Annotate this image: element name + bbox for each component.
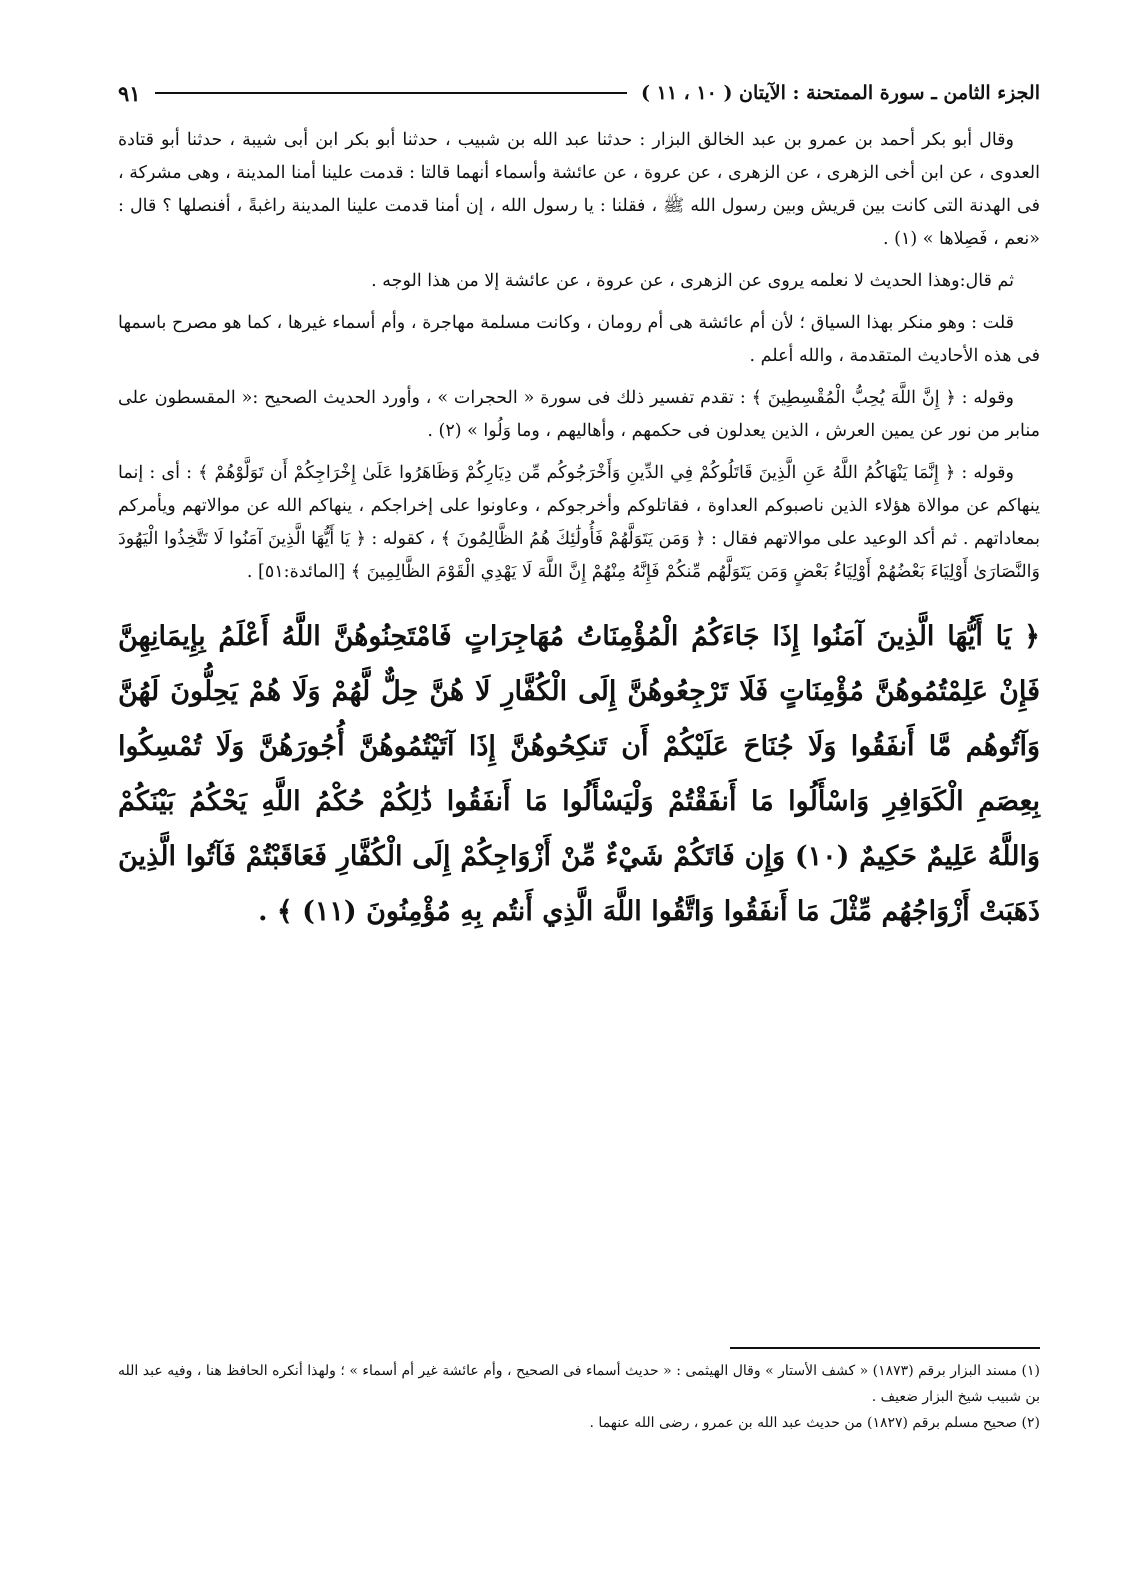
page-number: ٩١ — [118, 80, 141, 106]
page-header — [118, 78, 1040, 108]
footnotes — [118, 1358, 1040, 1436]
paragraph: قلت : وهو منكر بهذا السياق ؛ لأن أم عائشة هى أم رومان ، وكانت مسلمة مهاجرة ، وأم أسماء غيرها ، كما هو مصرح باسمها فى هذه الأحاديث المتقدمة ، والله أعلم . — [118, 313, 1040, 366]
header-rule — [155, 92, 627, 94]
footnote: (٢) صحيح مسلم برقم (١٨٢٧) من حديث عبد الله بن عمرو ، رضى الله عنهما . — [589, 1415, 1040, 1431]
footnote: (١) مسند البزار برقم (١٨٧٣) « كشف الأستار » وقال الهيثمى : « حديث أسماء فى الصحيح ، وأم عائشة غير أم أسماء » ؛ ولهذا أنكره الحافظ هنا ، وفيه عبد الله بن شبيب شيخ البزار ضعيف . — [118, 1363, 1040, 1405]
page-body — [118, 124, 1040, 939]
paragraph: وقوله : ﴿ إِنَّمَا يَنْهَاكُمُ اللَّهُ عَنِ الَّذِينَ قَاتَلُوكُمْ فِي الدِّينِ وَأَخْرَجُوكُم مِّن دِيَارِكُمْ وَظَاهَرُوا عَلَىٰ إِخْرَاجِكُمْ أَن تَوَلَّوْهُمْ ﴾ : أى : إنما ينهاكم عن موالاة هؤلاء الذين ناصبوكم العداوة ، فقاتلوكم وأخرجوكم ، وعاونوا على إخراجكم ، ينهاكم الله عن موالاتهم ويأمركم بمعاداتهم . ثم أكد الوعيد على موالاتهم فقال : ﴿ وَمَن يَتَوَلَّهُمْ فَأُولَٰئِكَ هُمُ الظَّالِمُونَ ﴾ ، كقوله : ﴿ يَا أَيُّهَا الَّذِينَ آمَنُوا لَا تَتَّخِذُوا الْيَهُودَ وَالنَّصَارَىٰ أَوْلِيَاءَ بَعْضُهُمْ أَوْلِيَاءُ بَعْضٍ وَمَن يَتَوَلَّهُم مِّنكُمْ فَإِنَّهُ مِنْهُمْ إِنَّ اللَّهَ لَا يَهْدِي الْقَوْمَ الظَّالِمِينَ ﴾ [المائدة:٥١] . — [118, 463, 1040, 582]
running-title: الجزء الثامن ـ سورة الممتحنة : الآيتان ( ١٠ ، ١١ ) — [641, 82, 1040, 104]
quran-verse: ﴿ يَا أَيُّهَا الَّذِينَ آمَنُوا إِذَا جَاءَكُمُ الْمُؤْمِنَاتُ مُهَاجِرَاتٍ فَامْتَحِنُوهُنَّ اللَّهُ أَعْلَمُ بِإِيمَانِهِنَّ فَإِنْ عَلِمْتُمُوهُنَّ مُؤْمِنَاتٍ فَلَا تَرْجِعُوهُنَّ إِلَى الْكُفَّارِ لَا هُنَّ حِلٌّ لَّهُمْ وَلَا هُمْ يَحِلُّونَ لَهُنَّ وَآتُوهُم مَّا أَنفَقُوا وَلَا جُنَاحَ عَلَيْكُمْ أَن تَنكِحُوهُنَّ إِذَا آتَيْتُمُوهُنَّ أُجُورَهُنَّ وَلَا تُمْسِكُوا بِعِصَمِ الْكَوَافِرِ وَاسْأَلُوا مَا أَنفَقْتُمْ وَلْيَسْأَلُوا مَا أَنفَقُوا ذَٰلِكُمْ حُكْمُ اللَّهِ يَحْكُمُ بَيْنَكُمْ وَاللَّهُ عَلِيمٌ حَكِيمٌ (١٠) وَإِن فَاتَكُمْ شَيْءٌ مِّنْ أَزْوَاجِكُمْ إِلَى الْكُفَّارِ فَعَاقَبْتُمْ فَآتُوا الَّذِينَ ذَهَبَتْ أَزْوَاجُهُم مِّثْلَ مَا أَنفَقُوا وَاتَّقُوا اللَّهَ الَّذِي أَنتُم بِهِ مُؤْمِنُونَ (١١) ﴾ . — [118, 621, 1040, 927]
paragraph: وقوله : ﴿ إِنَّ اللَّهَ يُحِبُّ الْمُقْسِطِينَ ﴾ : تقدم تفسير ذلك فى سورة « الحجرات » ، وأورد الحديث الصحيح :« المقسطون على منابر من نور عن يمين العرش ، الذين يعدلون فى حكمهم ، وأهاليهم ، وما وَلُوا » (٢) . — [118, 388, 1040, 441]
paragraph: وقال أبو بكر أحمد بن عمرو بن عبد الخالق البزار : حدثنا عبد الله بن شبيب ، حدثنا أبو بكر ابن أبى شيبة ، حدثنا أبو قتادة العدوى ، عن ابن أخى الزهرى ، عن الزهرى ، عن عروة ، عن عائشة وأسماء أنهما قالتا : قدمت علينا أمنا المدينة ، وهى مشركة ، فى الهدنة التى كانت بين قريش وبين رسول الله ﷺ ، فقلنا : يا رسول الله ، إن أمنا قدمت علينا المدينة راغبةً ، أفنصلها ؟ قال : «نعم ، فَصِلاها » (١) . — [118, 130, 1040, 249]
footnote-rule — [730, 1347, 1040, 1349]
paragraph: ثم قال:وهذا الحديث لا نعلمه يروى عن الزهرى ، عن عروة ، عن عائشة إلا من هذا الوجه . — [371, 271, 1014, 291]
